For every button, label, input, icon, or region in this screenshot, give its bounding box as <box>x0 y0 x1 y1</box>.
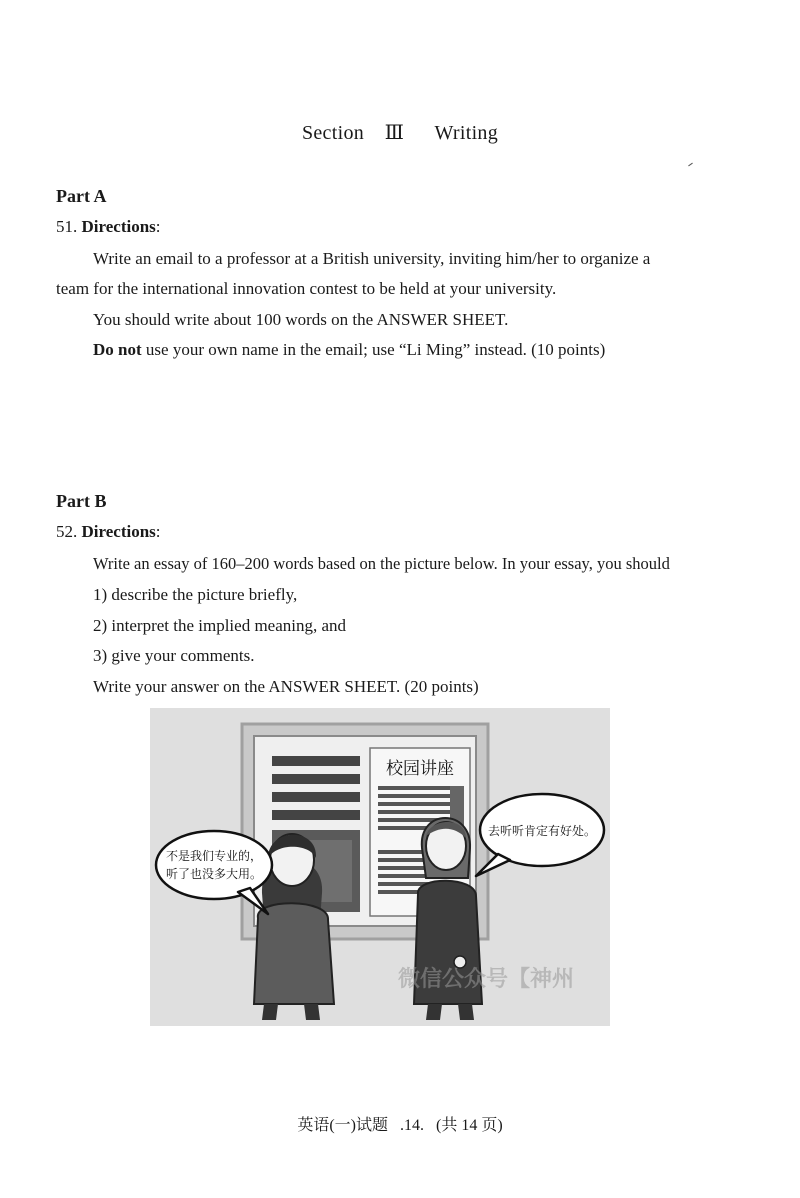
section-title <box>0 120 800 145</box>
section-name: Writing <box>434 122 499 144</box>
q51-directions <box>56 217 161 237</box>
q52-line-5: Write your answer on the ANSWER SHEET. (20 points) <box>93 677 479 696</box>
footer-subject: 英语(一)试题 <box>297 1117 388 1134</box>
watermark: 微信公众号【神州 <box>398 967 575 992</box>
footer-total: (共 14 页) <box>436 1117 503 1134</box>
q51-number: 51. <box>56 217 78 236</box>
poster-title: 校园讲座 <box>386 759 454 779</box>
q51-directions-label: Directions <box>81 217 156 236</box>
q51-line-3: You should write about 100 words on the ANSWER SHEET. <box>93 310 509 329</box>
part-b-heading: Part B <box>56 491 107 511</box>
q52-colon: : <box>155 522 161 541</box>
footer-page: .14. <box>400 1117 424 1134</box>
q52-directions <box>56 522 161 542</box>
q52-directions-label: Directions <box>81 522 156 541</box>
part-a-heading: Part A <box>56 186 107 206</box>
left-bubble-line-1: 不是我们专业的， <box>165 849 263 863</box>
q52-number: 52. <box>56 522 78 541</box>
cartoon-picture <box>150 708 610 1026</box>
q51-line-1: Write an email to a professor at a British university, inviting him/her to organize a <box>93 249 651 268</box>
q51-colon: : <box>155 217 161 236</box>
q52-line-3: 2) interpret the implied meaning, and <box>93 616 347 635</box>
q52-line-4: 3) give your comments. <box>93 646 255 665</box>
q51-line-2: team for the international innovation contest to be held at your university. <box>56 279 557 298</box>
left-bubble-line-2: 听了也没多大用。 <box>165 867 263 881</box>
page-footer <box>0 1112 800 1135</box>
section-word: Section <box>301 122 365 144</box>
q52-line-1: Write an essay of 160–200 words based on the picture below. In your essay, you should <box>93 554 670 573</box>
q51-line-4-rest: use your own name in the email; use “Li Ming” instead. (10 points) <box>141 340 606 359</box>
section-numeral: Ⅲ <box>384 122 405 144</box>
right-bubble-text: 去听听肯定有好处。 <box>487 824 597 838</box>
q52-line-2: 1) describe the picture briefly, <box>93 585 298 604</box>
stray-mark <box>688 163 693 167</box>
q51-do-not: Do not <box>93 340 142 359</box>
q51-line-4 <box>93 340 605 360</box>
